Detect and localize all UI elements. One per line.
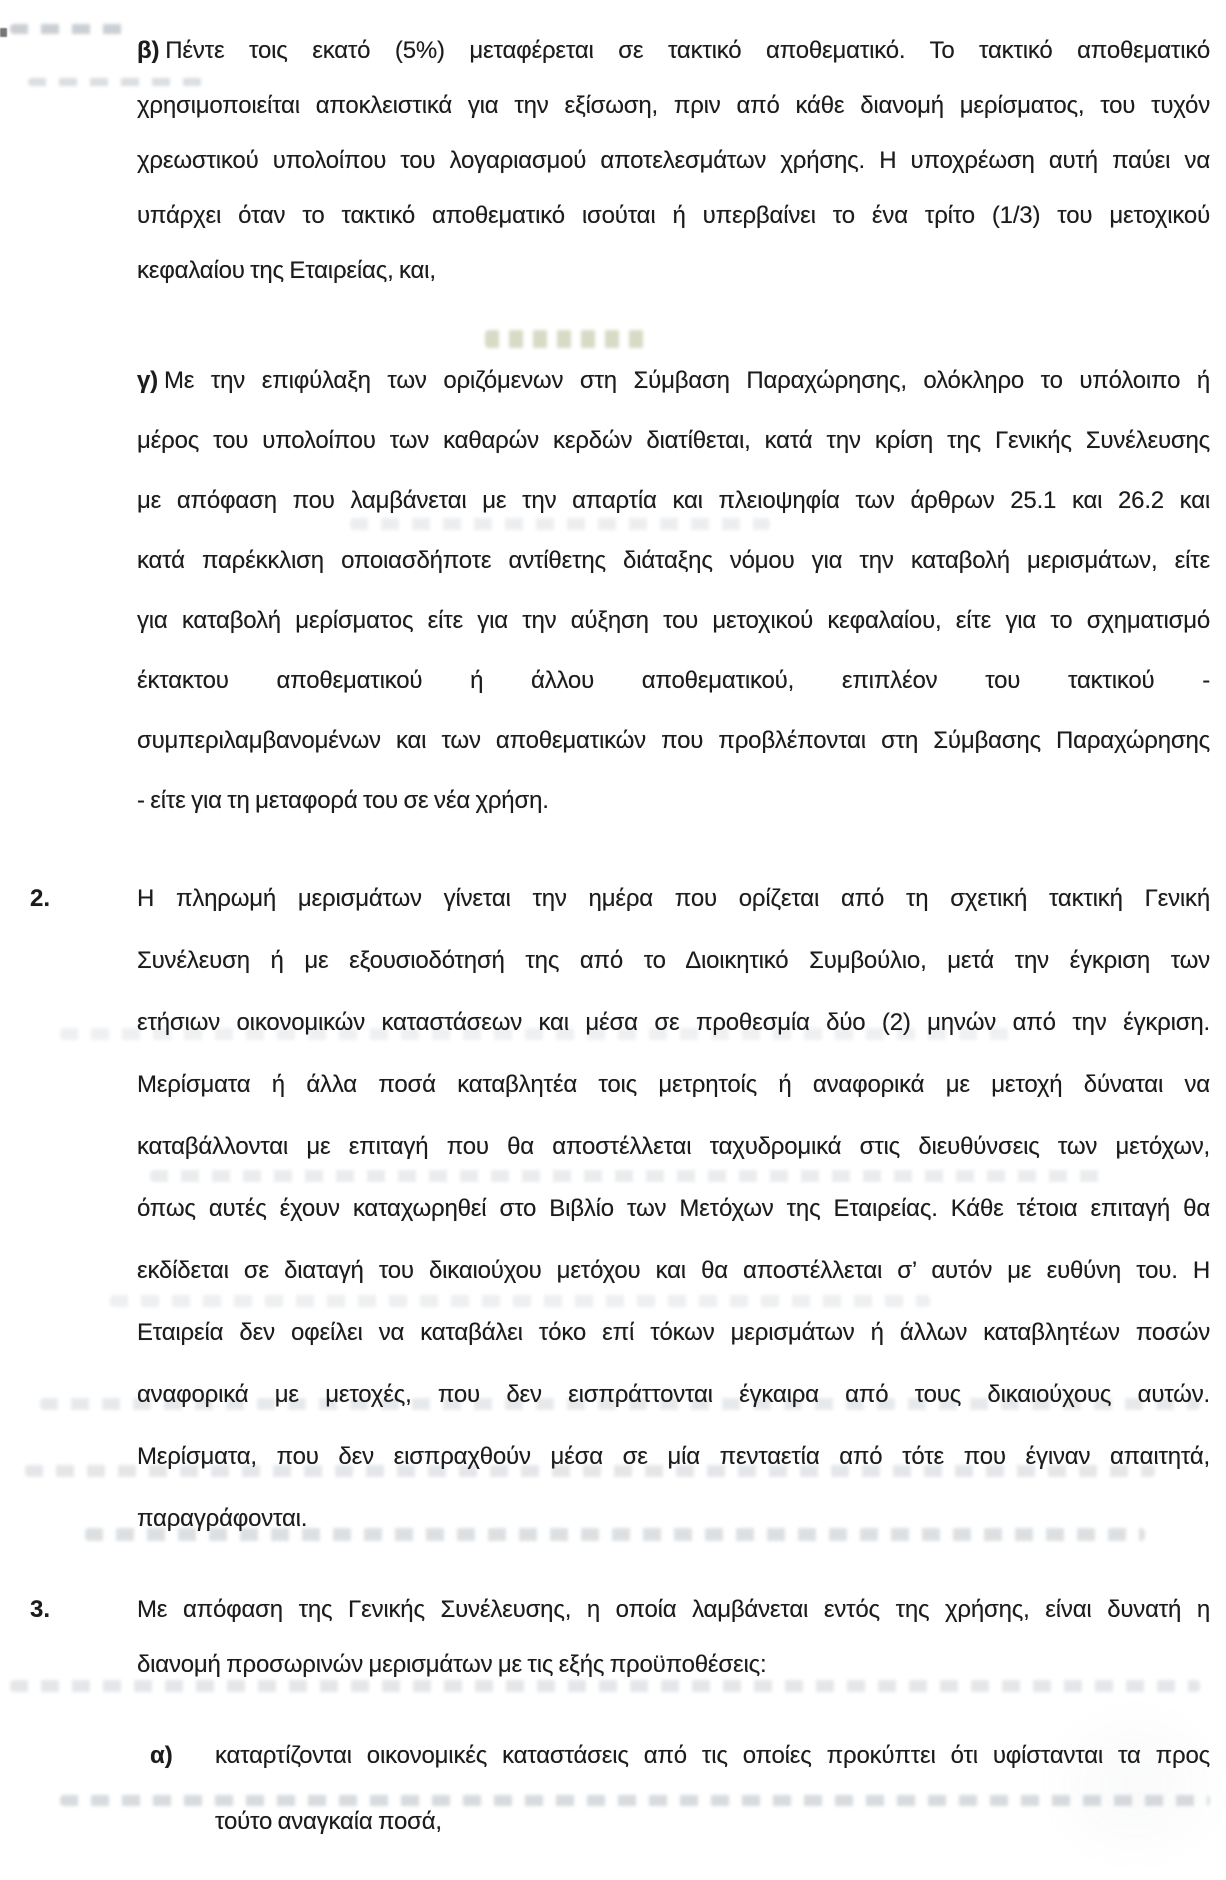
scan-edge-mark <box>0 28 7 37</box>
list-marker-gamma: γ) <box>137 367 158 394</box>
paragraph-2 <box>137 868 1210 1550</box>
text-line: έκτακτου αποθεματικού ή άλλου αποθεματικού, επιπλέον του τακτικού - <box>137 667 1210 694</box>
text-line: ετήσιων οικονομικών καταστάσεων και μέσα σε προθεσμία δύο (2) μηνών από την έγκριση. <box>137 1009 1210 1036</box>
text-line: μέρος του υπολοίπου των καθαρών κερδών διατίθεται, κατά την κρίση της Γενικής Συνέλευσης <box>137 427 1210 454</box>
text-line: Εταιρεία δεν οφείλει να καταβάλει τόκο επί τόκων μερισμάτων ή άλλων καταβλητέων ποσών <box>137 1319 1210 1346</box>
text-line: Μερίσματα, που δεν εισπραχθούν μέσα σε μία πενταετία από τότε που έγιναν απαιτητά, <box>137 1443 1210 1470</box>
bleed-through-artifact <box>485 330 650 348</box>
text-line: για καταβολή μερίσματος είτε για την αύξηση του μετοχικού κεφαλαίου, είτε για το σχηματισμό <box>137 607 1210 634</box>
list-number-2: 2. <box>30 885 51 912</box>
text-line: κατά παρέκκλιση οποιασδήποτε αντίθετης διάταξης νόμου για την καταβολή μερισμάτων, είτε <box>137 547 1210 574</box>
list-number-3: 3. <box>30 1596 51 1623</box>
text-line: χρεωστικού υπολοίπου του λογαριασμού αποτελεσμάτων χρήσης. Η υποχρέωση αυτή παύει να <box>137 147 1210 174</box>
text-line: διανομή προσωρινών μερισμάτων με τις εξής προϋποθέσεις: <box>137 1651 767 1678</box>
text-line: καταρτίζονται οικονομικές καταστάσεις από τις οποίες προκύπτει ότι υφίστανται τα προς <box>215 1742 1210 1769</box>
text-line: εκδίδεται σε διαταγή του δικαιούχου μετόχου και θα αποστέλλεται σ’ αυτόν με ευθύνη του. Η <box>137 1257 1210 1284</box>
text-line: με απόφαση που λαμβάνεται με την απαρτία και πλειοψηφία των άρθρων 25.1 και 26.2 και <box>137 487 1210 514</box>
paragraph-3 <box>137 1582 1210 1692</box>
text-line: αναφορικά με μετοχές, που δεν εισπράττονται έγκαιρα από τους δικαιούχους αυτών. <box>137 1381 1210 1408</box>
text-line: όπως αυτές έχουν καταχωρηθεί στο Βιβλίο των Μετόχων της Εταιρείας. Κάθε τέτοια επιταγή θα <box>137 1195 1210 1222</box>
paragraph-gamma <box>137 351 1210 831</box>
text-line: Μερίσματα ή άλλα ποσά καταβλητέα τοις μετρητοίς ή αναφορικά με μετοχή δύναται να <box>137 1071 1210 1098</box>
paragraph-alpha <box>215 1723 1210 1855</box>
text-line: χρησιμοποιείται αποκλειστικά για την εξίσωση, πριν από κάθε διανομή μερίσματος, του τυχόν <box>137 92 1210 119</box>
text-line: - είτε για τη μεταφορά του σε νέα χρήση. <box>137 787 549 814</box>
text-line: κεφαλαίου της Εταιρείας, και, <box>137 257 436 284</box>
text-line: τούτο αναγκαία ποσά, <box>215 1808 442 1835</box>
text-line: καταβάλλονται με επιταγή που θα αποστέλλεται ταχυδρομικά στις διευθύνσεις των μετόχων, <box>137 1133 1210 1160</box>
text-line: συμπεριλαμβανομένων και των αποθεματικών που προβλέπονται στη Σύμβασης Παραχώρησης <box>137 727 1210 754</box>
list-marker-beta: β) <box>137 37 160 64</box>
text-line: παραγράφονται. <box>137 1505 308 1532</box>
text-line: Με απόφαση της Γενικής Συνέλευσης, η οποία λαμβάνεται εντός της χρήσης, είναι δυνατή η <box>137 1596 1210 1623</box>
list-marker-alpha: α) <box>150 1742 173 1769</box>
text-line: γ) Με την επιφύλαξη των οριζόμενων στη Σύμβαση Παραχώρησης, ολόκληρο το υπόλοιπο ή <box>137 367 1210 394</box>
text-line: β) Πέντε τοις εκατό (5%) μεταφέρεται σε τακτικό αποθεματικό. Το τακτικό αποθεματικό <box>137 37 1210 64</box>
text-line: Συνέλευση ή με εξουσιοδότησή της από το Διοικητικό Συμβούλιο, μετά την έγκριση των <box>137 947 1210 974</box>
text-line: υπάρχει όταν το τακτικό αποθεματικό ισούται ή υπερβαίνει το ένα τρίτο (1/3) του μετοχικού <box>137 202 1210 229</box>
text-line: Η πληρωμή μερισμάτων γίνεται την ημέρα που ορίζεται από τη σχετική τακτική Γενική <box>137 885 1210 912</box>
paragraph-beta <box>137 23 1210 298</box>
scan-smudge-artifact <box>10 24 125 34</box>
